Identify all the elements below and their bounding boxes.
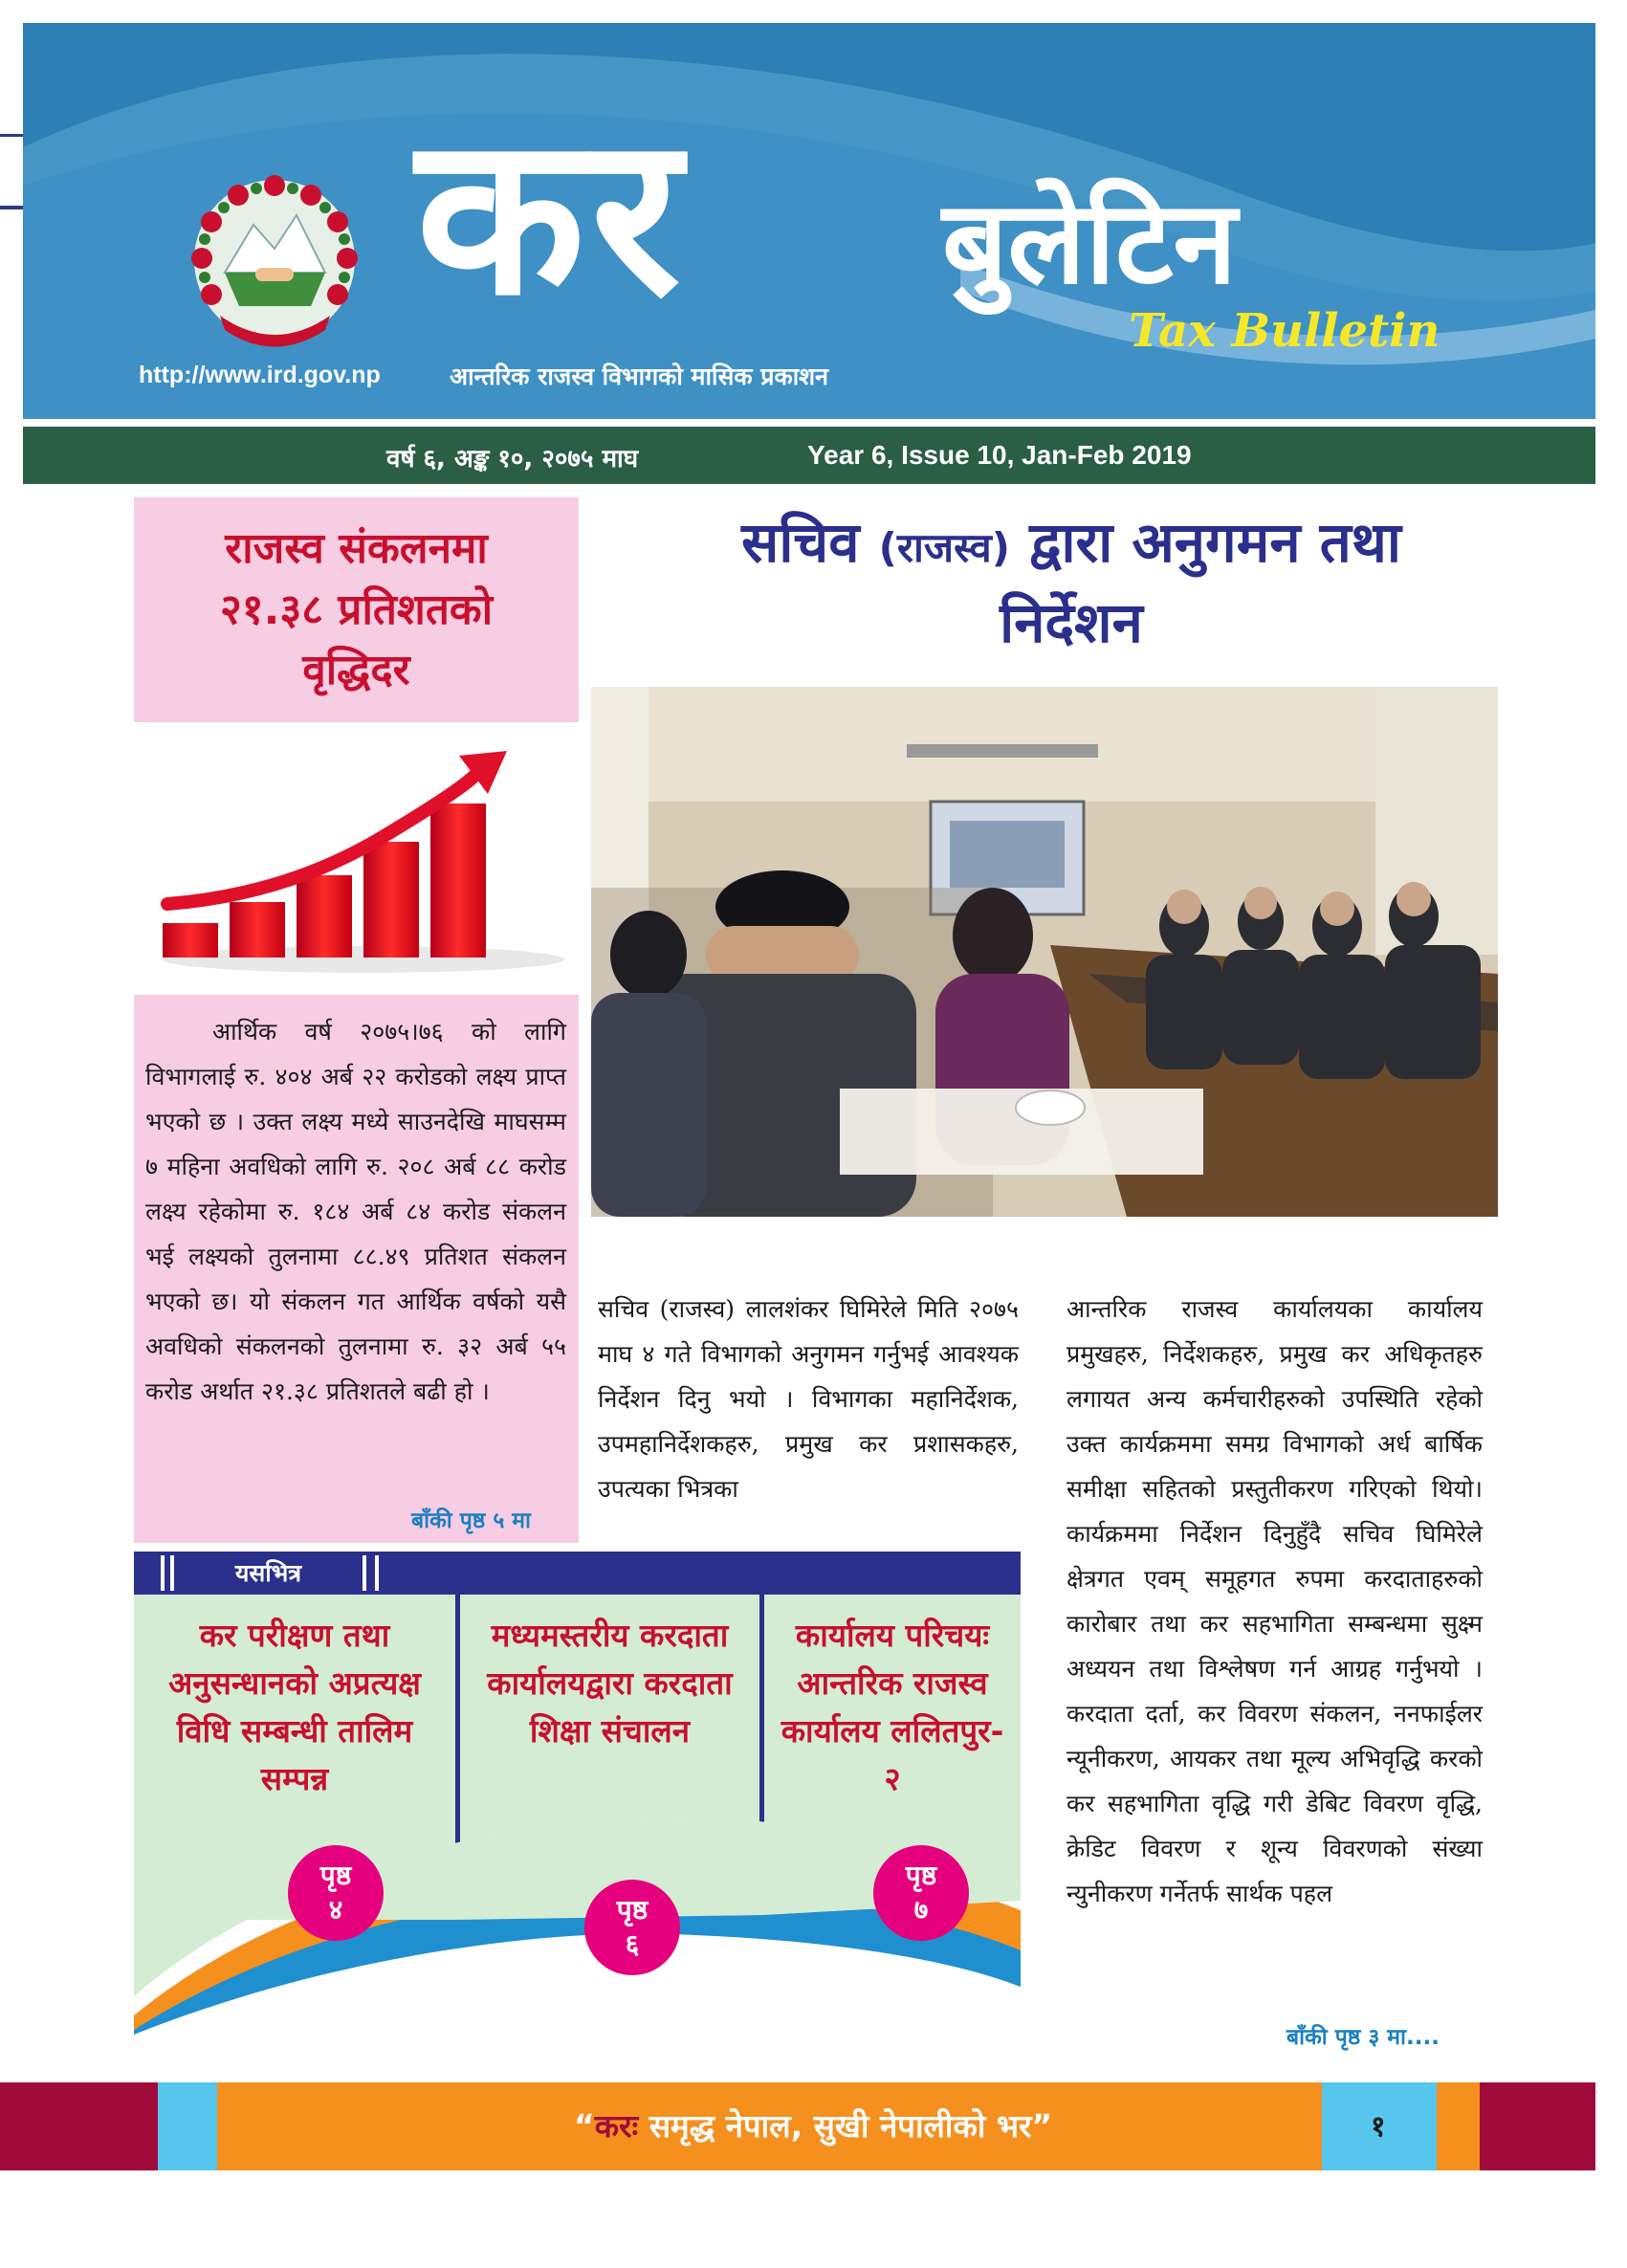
revenue-feature-body: आर्थिक वर्ष २०७५।७६ को लागि विभागलाई रु. ४०४ अर्ब २२ करोडको लक्ष्य प्राप्त भएको छ । उक्त लक्ष्य मध्ये साउनदेखि माघसम्म ७ महिना अवधिको लागि रु. २०८ अर्ब ८८ करोड लक्ष्य रहेकोमा रु. १८४ अर्ब ८४ करोड संकलन भई लक्ष्यको तुलनामा ८८.४९ प्रतिशत संकलन भएको छ। यो संकलन गत आर्थिक वर्षको यसै अवधिको संकलनको तुलनामा रु. ३२ अर्ब ५५ करोड अर्थात २१.३८ प्रतिशतले बढी हो । bbox=[145, 1018, 566, 1405]
inside-panel bbox=[134, 1595, 1021, 2035]
headline-line: वृद्धिदर bbox=[302, 646, 410, 695]
growth-chart-panel bbox=[134, 722, 579, 1507]
revenue-feature-box bbox=[134, 497, 579, 1543]
main-headline bbox=[612, 502, 1530, 663]
issue-info-english: Year 6, Issue 10, Jan-Feb 2019 bbox=[807, 440, 1192, 470]
growth-bar-chart-icon bbox=[153, 751, 564, 980]
inside-header-bar bbox=[134, 1552, 1021, 1595]
issue-info-nepali: वर्ष ६, अङ्क १०, २०७५ माघ bbox=[386, 445, 639, 473]
website-link[interactable]: http://www.ird.gov.np bbox=[139, 362, 381, 388]
inside-swoosh bbox=[134, 1595, 1021, 2035]
inside-label: यसभित्र bbox=[170, 1555, 366, 1591]
article-column-1: सचिव (राजस्व) लालशंकर घिमिरेले मिति २०७५ माघ ४ गते विभागको अनुगमन गर्नुभई आवश्यक निर्देशन दिनु भयो । विभागका महानिर्देशक, उपमहानिर्देशकहरु, प्रमुख कर प्रशासकहरु, उपत्यका भित्रका bbox=[598, 1295, 1019, 1503]
article-column-2: आन्तरिक राजस्व कार्यालयका कार्यालय प्रमुखहरु, निर्देशकहरु, प्रमुख कर अधिकृतहरु लगायत अन्य कर्मचारीहरुको उपस्थिति रहेको उक्त कार्यक्रममा समग्र विभागको अर्ध बार्षिक समीक्षा सहितको प्रस्तुतीकरण गरिएको थियो। कार्यक्रममा निर्देशन दिनुहुँदै सचिव घिमिरेले क्षेत्रगत एवम् समूहगत रुपमा करदाताहरुको कारोबार तथा कर सहभागिता सम्बन्धमा सुक्ष्म अध्ययन तथा विश्लेषण गर्न आग्रह गर्नुभयो । करदाता दर्ता, कर विवरण संकलन, ननफाईलर न्यूनीकरण, आयकर तथा मूल्य अभिवृद्धि करको कर सहभागिता वृद्धि गरी डेबिट विवरण वृद्धि, क्रेडिट विवरण र शून्य विवरणको संख्या न्युनीकरण गर्नेतर्फ सार्थक पहल bbox=[1066, 1295, 1483, 1907]
continued-link[interactable]: बाँकी पृष्ठ ५ मा bbox=[411, 1508, 532, 1533]
inside-item-title: कार्यालय परिचयः आन्तरिक राजस्व कार्यालय ललितपुर- २ bbox=[781, 1617, 1004, 1797]
page-badge[interactable]: पृष्ठ ४ bbox=[288, 1845, 384, 1941]
masthead-title: कर bbox=[416, 86, 687, 344]
left-decor-rule bbox=[0, 134, 25, 137]
left-decor-rule bbox=[0, 206, 25, 209]
headline-line: निर्देशन bbox=[1000, 590, 1143, 656]
headline-paren: (राजस्व) bbox=[878, 524, 1010, 571]
meeting-photo bbox=[591, 687, 1498, 1217]
footer-bar bbox=[0, 2082, 1627, 2170]
headline-word: द्वारा अनुगमन तथा bbox=[1029, 510, 1401, 575]
page-badge[interactable]: पृष्ठ ७ bbox=[873, 1845, 969, 1941]
headline-line: २१.३८ प्रतिशतको bbox=[219, 584, 494, 634]
footer-slogan: “करः समृद्ध नेपाल, सुखी नेपालीको भर” bbox=[574, 2107, 1053, 2145]
page-badge[interactable]: पृष्ठ ६ bbox=[584, 1880, 680, 1975]
masthead-title-bulletin: बुलेटिन bbox=[942, 177, 1238, 310]
masthead-subtitle: आन्तरिक राजस्व विभागको मासिक प्रकाशन bbox=[450, 363, 829, 390]
headline-line: राजस्व संकलनमा bbox=[225, 523, 488, 573]
issue-strip bbox=[23, 427, 1595, 484]
inside-item-title: मध्यमस्तरीय करदाता कार्यालयद्वारा करदाता शिक्षा संचालन bbox=[487, 1617, 733, 1750]
page-number: १ bbox=[1371, 2110, 1386, 2144]
headline-word: सचिव bbox=[741, 510, 860, 575]
masthead-title-english: Tax Bulletin bbox=[1129, 304, 1440, 358]
inside-item-title: कर परीक्षण तथा अनुसन्धानको अप्रत्यक्ष विधि सम्बन्धी तालिम सम्पन्न bbox=[168, 1617, 421, 1797]
revenue-feature-headline bbox=[134, 497, 579, 722]
nepal-emblem-icon bbox=[187, 172, 363, 349]
continued-link[interactable]: बाँकी पृष्ठ ३ मा.... bbox=[1286, 2025, 1440, 2050]
